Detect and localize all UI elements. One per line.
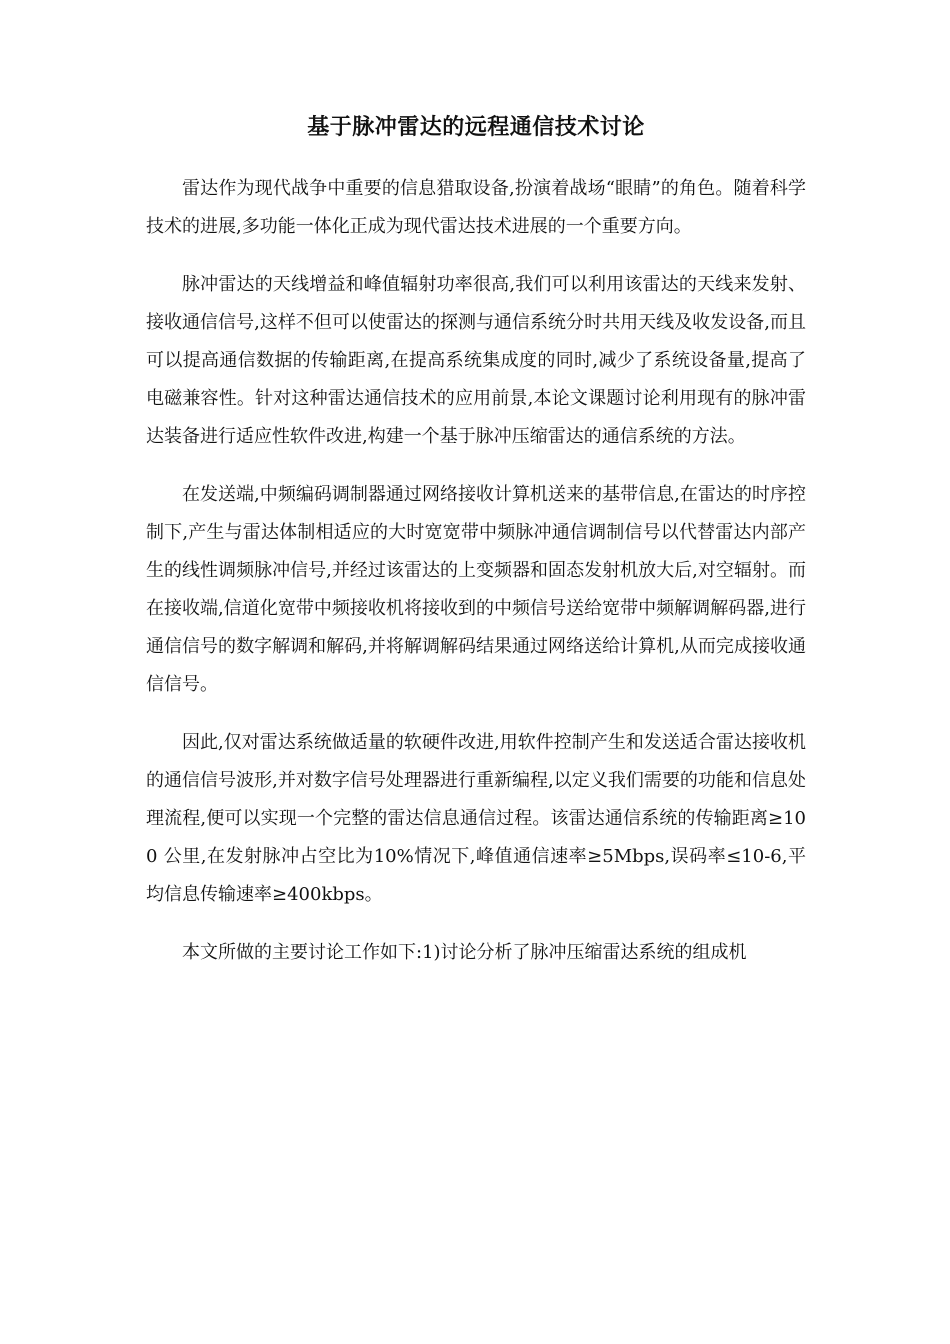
paragraph-5: 本文所做的主要讨论工作如下:1)讨论分析了脉冲压缩雷达系统的组成机	[182, 942, 747, 963]
paragraph-2: 脉冲雷达的天线增益和峰值辐射功率很高,我们可以利用该雷达的天线来发射、接收通信信号,这样不但可以使雷达的探测与通信系统分时共用天线及收发设备,而且可以提高通信数据的传输距离,在提高系统集成度的同时,减少了系统设备量,提高了电磁兼容性。针对这种雷达通信技术的应用前景,本论文课题讨论利用现有的脉冲雷达装备进行适应性软件改进,构建一个基于脉冲压缩雷达的通信系统的方法。	[146, 274, 806, 447]
paragraph-3: 在发送端,中频编码调制器通过网络接收计算机送来的基带信息,在雷达的时序控制下,产生与雷达体制相适应的大时宽宽带中频脉冲通信调制信号以代替雷达内部产生的线性调频脉冲信号,并经过该雷达的上变频器和固态发射机放大后,对空辐射。而在接收端,信道化宽带中频接收机将接收到的中频信号送给宽带中频解调解码器,进行通信信号的数字解调和解码,并将解调解码结果通过网络送给计算机,从而完成接收通信信号。	[146, 484, 806, 695]
document-page	[146, 112, 806, 992]
paragraph-4: 因此,仅对雷达系统做适量的软硬件改进,用软件控制产生和发送适合雷达接收机的通信信号波形,并对数字信号处理器进行重新编程,以定义我们需要的功能和信息处理流程,便可以实现一个完整的雷达信息通信过程。该雷达通信系统的传输距离≥100 公里,在发射脉冲占空比为10%情况下,峰值通信速率≥5Mbps,误码率≤10-6,平均信息传输速率≥400kbps。	[146, 732, 806, 905]
document-title: 基于脉冲雷达的远程通信技术讨论	[307, 114, 645, 140]
paragraph-1: 雷达作为现代战争中重要的信息猎取设备,扮演着战场“眼睛”的角色。随着科学技术的进展,多功能一体化正成为现代雷达技术进展的一个重要方向。	[146, 178, 806, 237]
